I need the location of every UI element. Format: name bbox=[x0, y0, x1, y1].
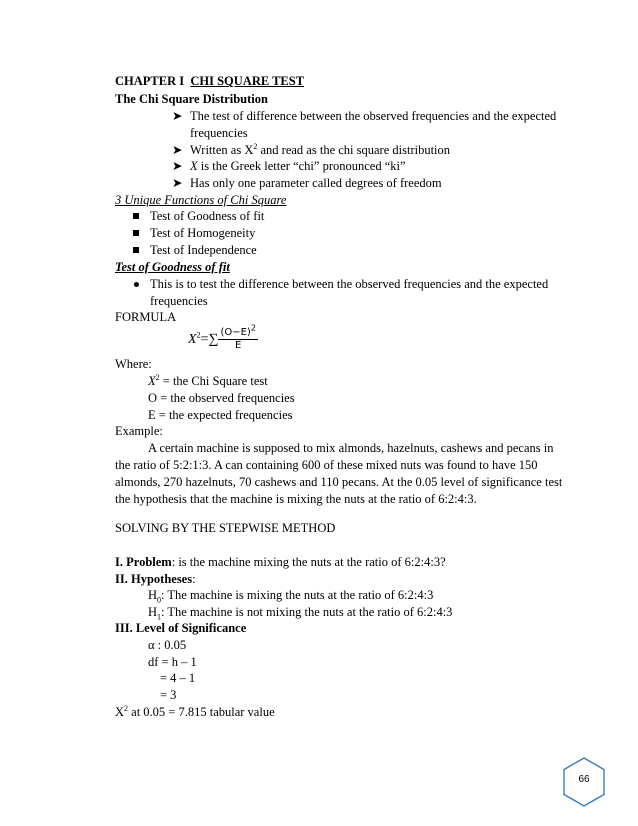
square-bullet-icon bbox=[133, 225, 139, 241]
significance-heading: III. Level of Significance bbox=[115, 621, 247, 635]
bullet-text: Has only one parameter called degrees of freedom bbox=[190, 176, 442, 190]
example-line: the hypothesis that the machine is mixing the nuts at the ratio of 6:2:4:3. bbox=[115, 492, 477, 506]
df-formula: df = h – 1 bbox=[148, 655, 197, 669]
hypotheses-heading: II. Hypotheses: bbox=[115, 572, 196, 586]
distribution-heading: The Chi Square Distribution bbox=[115, 92, 268, 106]
bullet-text: Written as $X^2$ and read as the chi square distribution bbox=[190, 141, 451, 157]
arrow-bullet-icon: ➤ bbox=[172, 159, 183, 173]
functions-heading: 3 Unique Functions of Chi Square bbox=[115, 193, 287, 207]
example-label: Example: bbox=[115, 424, 163, 438]
definition-line: $X^2$ = the Chi Square test bbox=[148, 372, 268, 388]
bullet-text: The test of difference between the observed frequencies and the expected bbox=[190, 109, 557, 123]
chi-square-formula: $X^2=\sum$ $\frac{(O-E)^2}{E}$ bbox=[188, 323, 256, 352]
stepwise-title: SOLVING BY THE STEPWISE METHOD bbox=[115, 521, 336, 535]
arrow-bullet-icon: ➤ bbox=[172, 143, 183, 157]
function-item: Test of Goodness of fit bbox=[150, 209, 265, 223]
bullet-text: X is the Greek letter “chi” pronounced “ki” bbox=[190, 159, 406, 173]
goodness-bullet-text-cont: frequencies bbox=[150, 294, 208, 308]
dot-bullet-icon bbox=[134, 276, 139, 292]
definition-line: O = the observed frequencies bbox=[148, 391, 295, 405]
definition-line: E = the expected frequencies bbox=[148, 408, 293, 422]
df-result: = 3 bbox=[160, 688, 177, 702]
arrow-bullet-icon: ➤ bbox=[172, 176, 183, 190]
tabular-value: $X^2$ at 0.05 = 7.815 tabular value bbox=[115, 703, 275, 719]
null-hypothesis: $H_0$: The machine is mixing the nuts at the ratio of 6:2:4:3 bbox=[148, 588, 434, 605]
example-line: almonds, 270 hazelnuts, 70 cashews and 110 pecans. At the 0.05 level of significance test bbox=[115, 475, 563, 489]
alt-hypothesis: $H_1$: The machine is not mixing the nuts at the ratio of 6:2:4:3 bbox=[148, 605, 453, 622]
where-label: Where: bbox=[115, 357, 152, 371]
formula-fraction: $\frac{(O-E)^2}{E}$ bbox=[220, 323, 256, 352]
df-step: = 4 – 1 bbox=[160, 671, 196, 685]
goodness-bullet-text: This is to test the difference between the observed frequencies and the expected bbox=[150, 277, 549, 291]
chapter-heading bbox=[115, 73, 304, 89]
function-item: Test of Independence bbox=[150, 243, 257, 257]
square-bullet-icon bbox=[133, 208, 139, 224]
chapter-title: CHI SQUARE TEST bbox=[190, 74, 305, 88]
page-number: 66 bbox=[578, 774, 590, 785]
square-bullet-icon bbox=[133, 242, 139, 258]
page-number-badge bbox=[562, 757, 606, 807]
problem-line: I. Problem: is the machine mixing the nuts at the ratio of 6:2:4:3? bbox=[115, 555, 446, 569]
arrow-bullet-icon: ➤ bbox=[172, 109, 183, 123]
alpha-value: α : 0.05 bbox=[148, 638, 187, 652]
function-item: Test of Homogeneity bbox=[150, 226, 256, 240]
bullet-text-cont: frequencies bbox=[190, 126, 248, 140]
chapter-label: CHAPTER I bbox=[115, 74, 185, 88]
example-line: the ratio of 5:2:1:3. A can containing 600 of these mixed nuts was found to have 150 bbox=[115, 458, 538, 472]
example-line: A certain machine is supposed to mix almonds, hazelnuts, cashews and pecans in bbox=[148, 441, 554, 455]
goodness-heading: Test of Goodness of fit bbox=[115, 260, 230, 274]
formula-label: FORMULA bbox=[115, 310, 177, 324]
